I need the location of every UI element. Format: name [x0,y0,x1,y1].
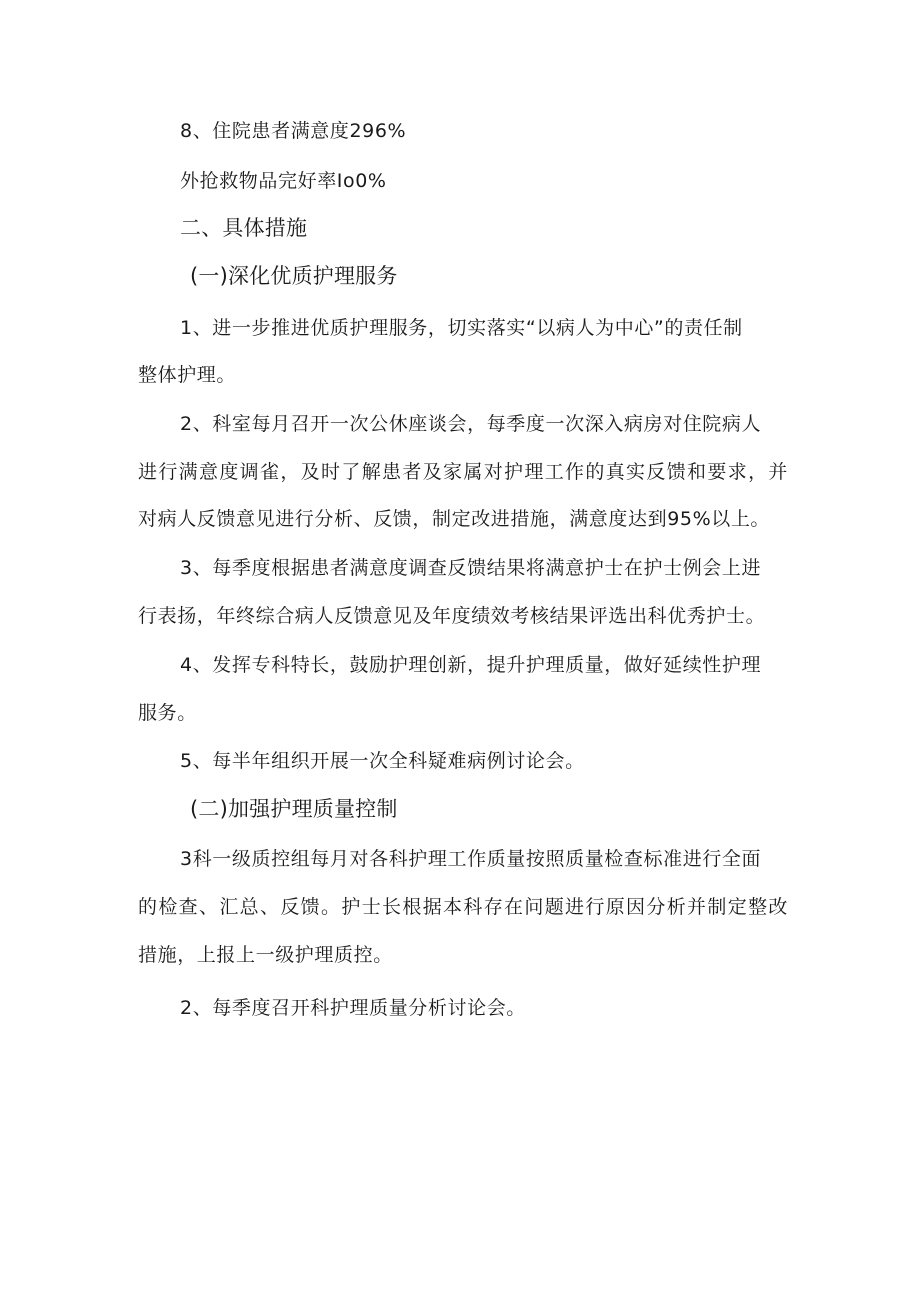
text-line: 2、每季度召开科护理质量分析讨论会。 [180,997,526,1019]
section-heading: 二、具体措施 [180,216,308,240]
text-line: 措施，上报上一级护理质控。 [138,944,393,966]
text-line: 服务。 [138,702,197,724]
text-line: 行表扬，年终综合病人反馈意见及年度绩效考核结果评选出科优秀护士。 [138,605,766,627]
text-line: 整体护理。 [138,364,237,386]
text-line: 外抢救物品完好率Io0% [180,170,387,192]
text-line: 的检查、汇总、反馈。护士长根据本科存在问题进行原因分析并制定整改 [138,896,788,918]
text-line: 对病人反馈意见进行分析、反馈，制定改进措施，满意度达到95%以上。 [138,508,771,530]
text-line: 1、进一步推进优质护理服务，切实落实“以病人为中心”的责任制 [180,317,743,339]
text-line: 8、住院患者满意度296% [180,120,407,142]
subsection-heading: (二)加强护理质量控制 [190,797,398,821]
text-line: 进行满意度调雀，及时了解患者及家属对护理工作的真实反馈和要求，并 [138,461,788,483]
text-line: 3、每季度根据患者满意度调查反馈结果将满意护士在护士例会上进 [180,557,762,579]
subsection-heading: (一)深化优质护理服务 [190,264,398,288]
text-line: 2、科室每月召开一次公休座谈会，每季度一次深入病房对住院病人 [180,413,762,435]
text-line: 4、发挥专科特长，鼓励护理创新，提升护理质量，做好延续性护理 [180,654,762,676]
text-line: 3科一级质控组每月对各科护理工作质量按照质量检查标准进行全面 [180,848,762,870]
text-line: 5、每半年组织开展一次全科疑难病例讨论会。 [180,750,585,772]
